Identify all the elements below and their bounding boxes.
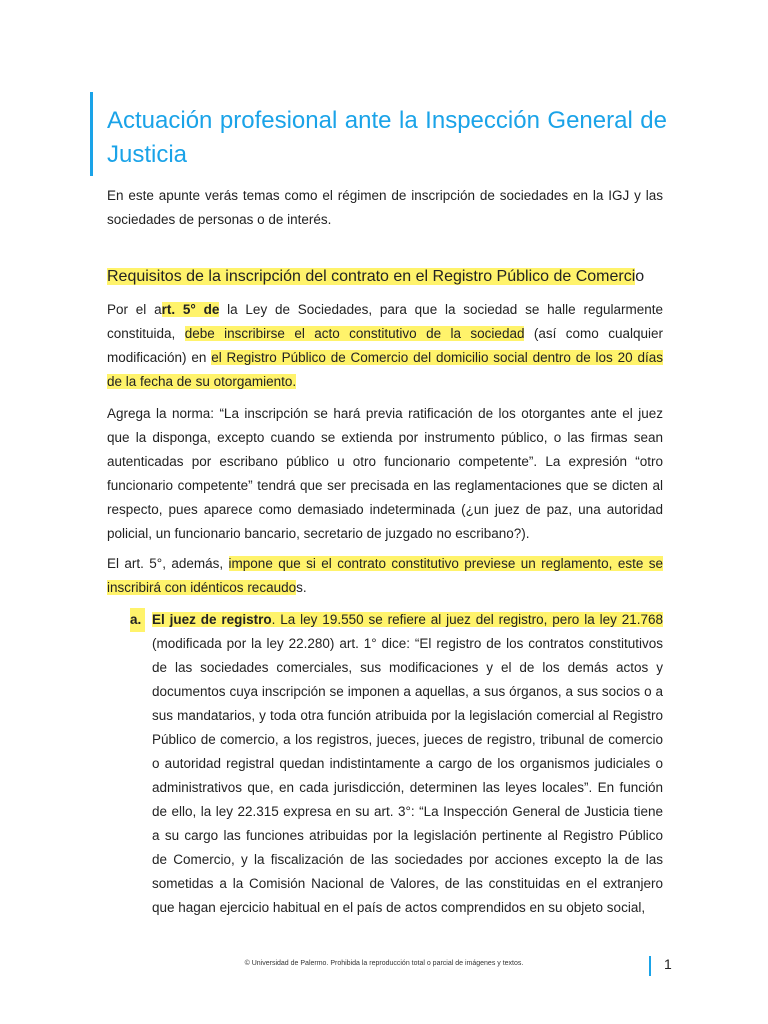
paragraph-reglamento: [107, 552, 663, 600]
footer-copyright: © Universidad de Palermo. Prohibida la reproducción total o parcial de imágenes y textos.: [244, 960, 524, 967]
list-item-heading: El juez de registro: [152, 612, 272, 627]
p1-text-3: (así como cualquier modificación) en: [107, 326, 663, 365]
intro-paragraph: En este apunte verás temas como el régimen de inscripción de sociedades en la IGJ y las sociedades de personas o de interés.: [107, 188, 663, 227]
p1-text-1: Por el a: [107, 302, 162, 317]
p3-text-2: s.: [296, 580, 307, 595]
page-number-accent-bar: [649, 956, 651, 976]
p1-highlight-registro: el Registro Público de Comercio del domicilio social dentro de los 20 días de la fecha de su otorgamiento.: [107, 350, 663, 389]
section-heading: [107, 266, 667, 288]
section-heading-highlighted: Requisitos de la inscripción del contrato en el Registro Público de Comerci: [107, 268, 636, 285]
p3-text-1: El art. 5°, además,: [107, 556, 229, 571]
list-item-highlight: . La ley 19.550 se refiere al juez del registro, pero la ley 21.768: [271, 612, 663, 627]
p1-highlight-inscribirse: debe inscribirse el acto constitutivo de la sociedad: [184, 326, 525, 341]
p1-highlight-article: rt. 5° de: [161, 302, 220, 317]
list-item-body: [152, 608, 663, 920]
paragraph-article-5: [107, 298, 663, 394]
page-number: 1: [664, 956, 672, 972]
list-item-text: (modificada por la ley 22.280) art. 1° dice: “El registro de los contratos constitutivos de las sociedades comerciales, sus modificaciones y el de los demás actos y documentos cuya inscripción se imponen a aquellas, a sus órganos, a sus socios o a sus mandatarios, y toda otra función atribuida por la legislación comercial al Registro Público de comercio, a los registros, jueces, jueces de registro, tribunal de comercio o autoridad registral quedan indistintamente a cargo de los organismos judiciales o administrativos que, en cada jurisdicción, determinen las leyes locales”. En función de ello, la ley 22.315 expresa en su art. 3°: “La Inspección General de Justicia tiene a su cargo las funciones atribuidas por la legislación pertinente al Registro Público de Comercio, y la fiscalización de las sociedades por acciones excepto la de las sometidas a la Comisión Nacional de Valores, de las constituidas en el extranjero que hagan ejercicio habitual en el país de actos comprendidos en su objeto social,: [152, 636, 663, 915]
paragraph-agrega-norma: Agrega la norma: “La inscripción se hará previa ratificación de los otorgantes ante el juez que la disponga, excepto cuando se extienda por instrumento público, o las firmas sean autenticadas por escribano público u otro funcionario competente”. La expresión “otro funcionario competente” tendrá que ser precisada en las reglamentaciones que se dicten al respecto, pues aparece como demasiado indeterminada (¿un juez de paz, una autoridad policial, un funcionario bancario, secretario de juzgado no escribano?).: [107, 406, 663, 541]
list-marker: a.: [130, 608, 145, 632]
p3-highlight: impone que si el contrato constitutivo previese un reglamento, este se inscribirá con idénticos recaudo: [107, 556, 663, 595]
section-heading-rest: o: [635, 268, 645, 285]
title-accent-bar: [90, 92, 93, 176]
p1-text-2: la Ley de Sociedades, para que la sociedad se halle regularmente constituida,: [107, 302, 663, 341]
page-title: Actuación profesional ante la Inspección General de Justicia: [107, 107, 667, 168]
